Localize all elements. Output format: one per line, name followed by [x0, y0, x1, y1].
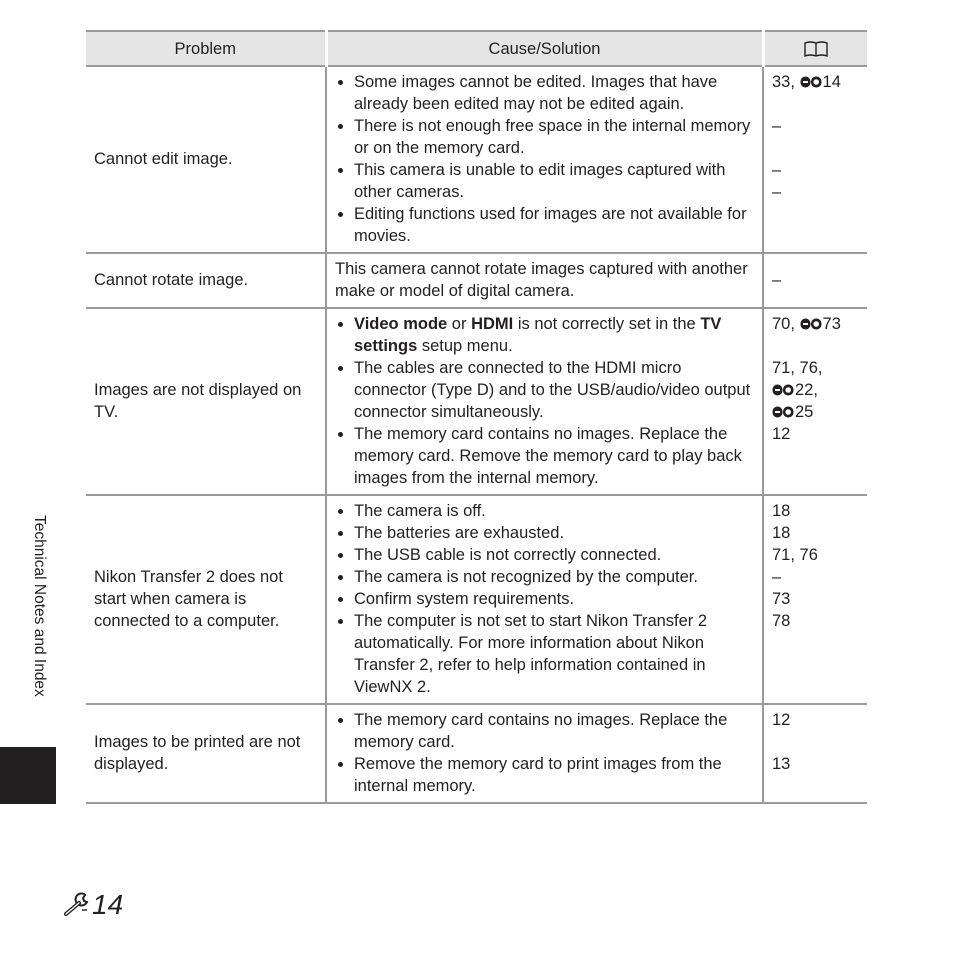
page-ref[interactable]: 22,: [772, 379, 859, 401]
problem-cell: Cannot edit image.: [86, 66, 326, 253]
page-ref[interactable]: 13: [772, 755, 791, 773]
reference-section-icon: [800, 76, 822, 88]
wrench-icon: [60, 891, 90, 919]
table-row: [86, 495, 867, 704]
cause-item: • Confirm system requirements.: [354, 588, 754, 610]
cause-cell: [326, 66, 763, 253]
page-ref[interactable]: 33, 14: [772, 73, 841, 91]
reference-section-icon: [772, 406, 794, 418]
cause-item: • Video mode or HDMI is not correctly set in the TV settings setup menu.: [354, 313, 754, 357]
section-tab-marker: [0, 747, 56, 804]
cause-item: • Remove the memory card to print images from the internal memory.: [354, 753, 754, 797]
table-row: [86, 704, 867, 803]
reference-cell: [763, 66, 867, 253]
book-icon: [803, 40, 829, 58]
cause-item: • The camera is not recognized by the computer.: [354, 566, 754, 588]
header-reference: [763, 31, 867, 66]
cause-cell: [326, 495, 763, 704]
cause-item: • This camera is unable to edit images captured with other cameras.: [354, 159, 754, 203]
troubleshooting-table: [86, 30, 867, 804]
cause-item: • The memory card contains no images. Replace the memory card.: [354, 709, 754, 753]
cause-cell: [326, 308, 763, 495]
reference-cell: [763, 704, 867, 803]
page-number: [60, 888, 123, 922]
page-ref[interactable]: 78: [772, 612, 791, 630]
reference-section-icon: [772, 384, 794, 396]
problem-cell: Images to be printed are not displayed.: [86, 704, 326, 803]
page-ref[interactable]: 70, 73: [772, 315, 841, 333]
problem-cell: Cannot rotate image.: [86, 253, 326, 308]
reference-section-icon: [800, 318, 822, 330]
header-problem: Problem: [86, 31, 326, 66]
reference-cell: [763, 308, 867, 495]
page-ref[interactable]: 12: [772, 711, 791, 729]
page-ref: –: [772, 568, 782, 586]
page-ref: –: [772, 117, 782, 135]
page-ref[interactable]: 25: [772, 401, 859, 423]
page-ref[interactable]: 71, 76,: [772, 359, 823, 377]
cause-cell: This camera cannot rotate images captured with another make or model of digital camera.: [326, 253, 763, 308]
page-ref[interactable]: 18: [772, 524, 791, 542]
page-ref: –: [772, 183, 782, 201]
cause-item: • The camera is off.: [354, 500, 754, 522]
cause-item: • The USB cable is not correctly connected.: [354, 544, 754, 566]
cause-item: • There is not enough free space in the internal memory or on the memory card.: [354, 115, 754, 159]
table-row: [86, 253, 867, 308]
cause-item: • The batteries are exhausted.: [354, 522, 754, 544]
cause-item: • The computer is not set to start Nikon Transfer 2 automatically. For more information about Nikon Transfer 2, refer to help information contained in ViewNX 2.: [354, 610, 754, 698]
page-ref[interactable]: 12: [772, 425, 791, 443]
reference-cell: –: [763, 253, 867, 308]
problem-cell: Images are not displayed on TV.: [86, 308, 326, 495]
table-row: [86, 66, 867, 253]
section-side-label: Technical Notes and Index: [31, 515, 48, 697]
page-ref[interactable]: 71, 76: [772, 546, 818, 564]
cause-item: • The cables are connected to the HDMI micro connector (Type D) and to the USB/audio/video output connector simultaneously.: [354, 357, 754, 423]
cause-item: • Editing functions used for images are not available for movies.: [354, 203, 754, 247]
table-row: [86, 308, 867, 495]
header-cause-solution: Cause/Solution: [326, 31, 763, 66]
page-number-text: 14: [92, 889, 124, 920]
page-ref: –: [772, 161, 782, 179]
problem-cell: Nikon Transfer 2 does not start when camera is connected to a computer.: [86, 495, 326, 704]
reference-cell: [763, 495, 867, 704]
cause-item: • Some images cannot be edited. Images that have already been edited may not be edited again.: [354, 71, 754, 115]
table-header-row: [86, 31, 867, 66]
cause-item: • The memory card contains no images. Replace the memory card. Remove the memory card to play back images from the internal memory.: [354, 423, 754, 489]
page-ref[interactable]: 73: [772, 590, 791, 608]
cause-cell: [326, 704, 763, 803]
page-ref[interactable]: 18: [772, 502, 791, 520]
